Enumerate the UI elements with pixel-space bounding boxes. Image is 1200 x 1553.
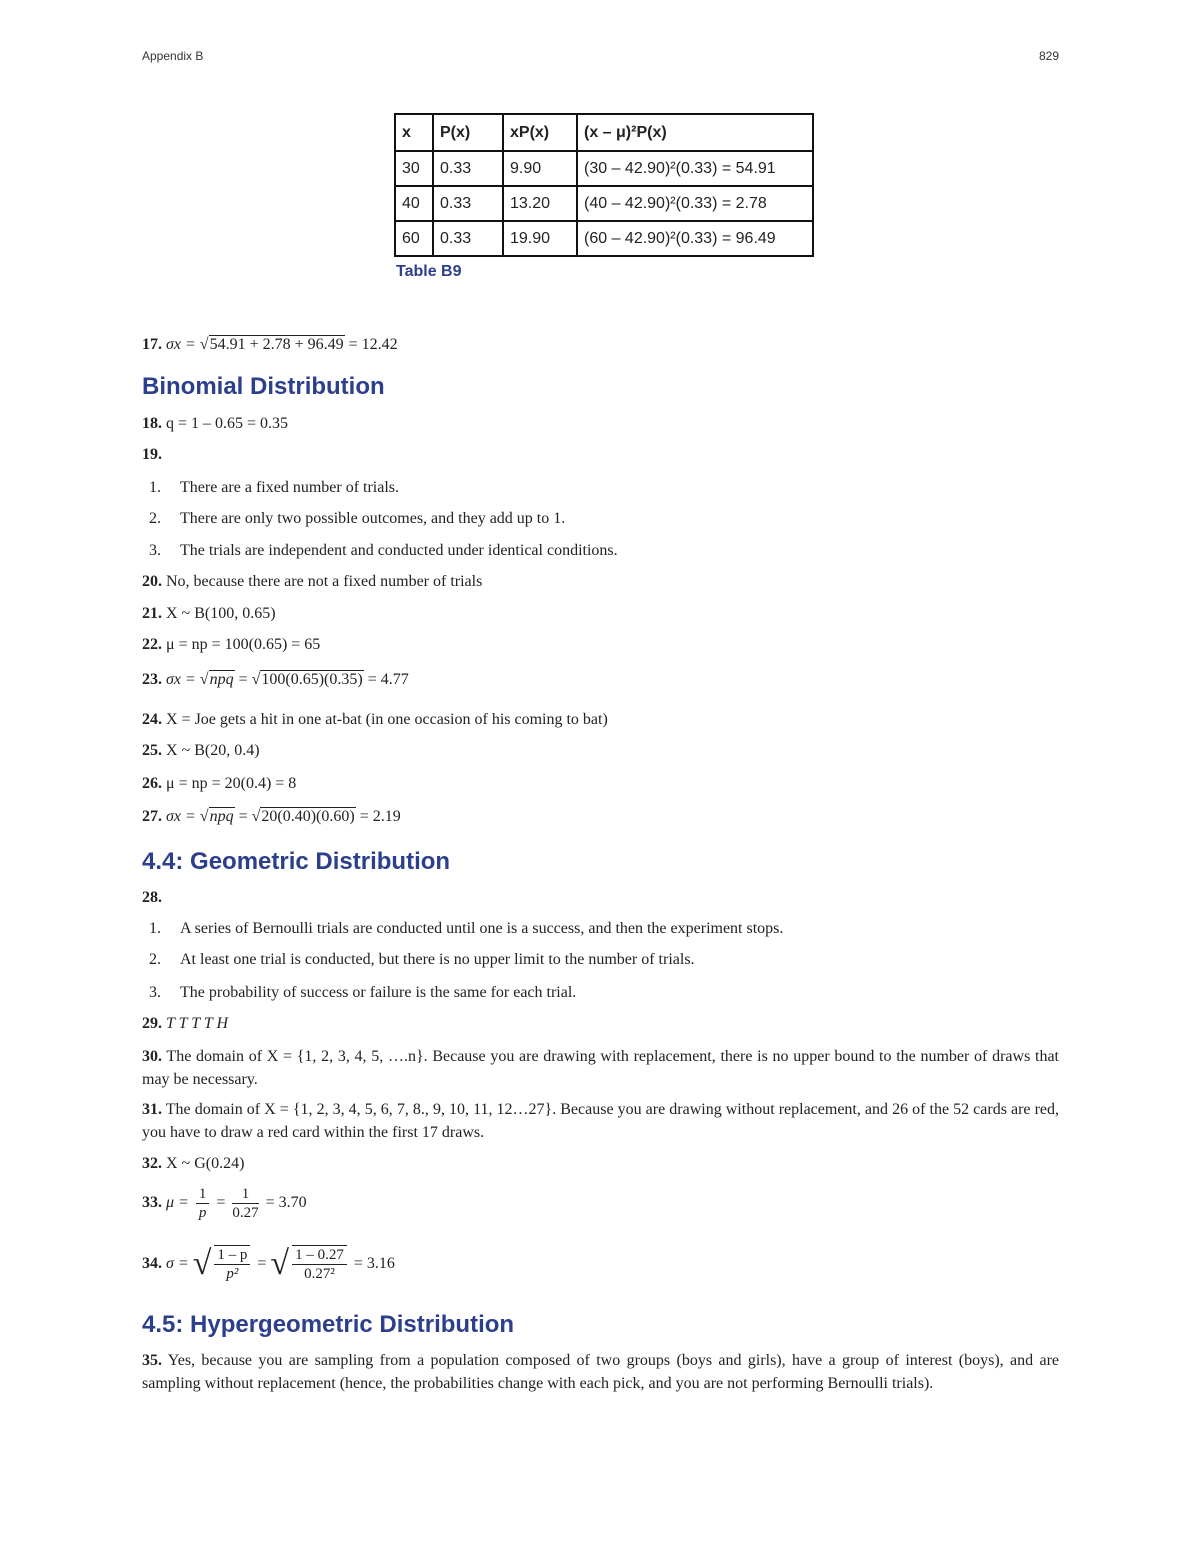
table-row bbox=[395, 151, 813, 186]
table-cell: 0.33 bbox=[433, 186, 503, 221]
denominator: 0.27 bbox=[232, 1204, 259, 1221]
table-cell: 30 bbox=[395, 151, 433, 186]
answer-text: No, because there are not a fixed number of trials bbox=[166, 573, 483, 590]
table-header-row bbox=[395, 114, 813, 151]
answer-number: 17 bbox=[142, 336, 158, 353]
formula-result: = 4.77 bbox=[367, 671, 409, 688]
list-item-text: There are only two possible outcomes, and they add up to 1. bbox=[180, 510, 566, 527]
formula-lhs: σx = bbox=[166, 336, 196, 353]
denominator: p bbox=[198, 1204, 207, 1221]
answer-text: The domain of X = {1, 2, 3, 4, 5, 6, 7, 8., 9, 10, 11, 12…27}. Because you are drawing without replacement, and 26 of the 52 cards are red, you have to draw a red card within the first 17 draws. bbox=[142, 1101, 1060, 1141]
fraction bbox=[196, 1185, 210, 1222]
answer-text: T T T T H bbox=[166, 1015, 228, 1032]
list-item-text: A series of Bernoulli trials are conducted until one is a success, and then the experiment stops. bbox=[180, 920, 784, 937]
table-cell: (30 – 42.90)²(0.33) = 54.91 bbox=[577, 151, 813, 186]
col-header-px: P(x) bbox=[433, 114, 503, 151]
answer-text: X = Joe gets a hit in one at-bat (in one occasion of his coming to bat) bbox=[166, 711, 608, 728]
answer-number: 20 bbox=[142, 573, 158, 590]
answer-20: 20. No, because there are not a fixed number of trials bbox=[142, 573, 483, 590]
list-item: 3. The trials are independent and conducted under identical conditions. bbox=[149, 542, 618, 559]
page-number: 829 bbox=[1038, 49, 1059, 63]
formula-result: = 2.19 bbox=[359, 808, 401, 825]
list-item-text: At least one trial is conducted, but there is no upper limit to the number of trials. bbox=[180, 951, 695, 968]
answer-32: 32. X ~ G(0.24) bbox=[142, 1155, 245, 1172]
equals-sign: = bbox=[238, 808, 248, 825]
fraction bbox=[214, 1245, 250, 1283]
radicand: npq bbox=[209, 671, 234, 688]
table-cell: 13.20 bbox=[503, 186, 577, 221]
numerator: 1 – 0.27 bbox=[292, 1246, 347, 1265]
answer-18: 18. q = 1 – 0.65 = 0.35 bbox=[142, 415, 289, 432]
list-item-text: The probability of success or failure is the same for each trial. bbox=[180, 984, 577, 1001]
radicand: 100(0.65)(0.35) bbox=[261, 671, 363, 688]
fraction bbox=[292, 1245, 347, 1283]
answer-number: 33 bbox=[142, 1194, 158, 1211]
list-item-text: The trials are independent and conducted under identical conditions. bbox=[180, 542, 618, 559]
answer-22: 22. μ = np = 100(0.65) = 65 bbox=[142, 636, 321, 653]
answer-34: 34. σ = √ $\frac{1 - p}{\text{p²}}$ = √ $\frac{1 - 0.27}{\text{0.27²}}$ = 3.16 bbox=[142, 1245, 395, 1283]
answer-19: 19. bbox=[142, 446, 162, 463]
answer-text: X ~ G(0.24) bbox=[166, 1155, 245, 1172]
answer-number: 35 bbox=[142, 1352, 158, 1369]
answer-number: 28 bbox=[142, 889, 158, 906]
answer-26: 26. μ = np = 20(0.4) = 8 bbox=[142, 775, 297, 792]
table-cell: (60 – 42.90)²(0.33) = 96.49 bbox=[577, 221, 813, 256]
answer-17: 17. σx = √54.91 + 2.78 + 96.49 = 12.42 bbox=[142, 336, 398, 353]
answer-number: 32 bbox=[142, 1155, 158, 1172]
table-cell: 40 bbox=[395, 186, 433, 221]
running-header: Appendix B bbox=[142, 49, 204, 63]
list-item-text: There are a fixed number of trials. bbox=[180, 479, 400, 496]
answer-number: 31 bbox=[142, 1101, 158, 1118]
numerator: 1 – p bbox=[214, 1246, 250, 1265]
list-item: 2. There are only two possible outcomes, and they add up to 1. bbox=[149, 510, 566, 527]
radicand: npq bbox=[209, 808, 234, 825]
radical-sign: √ bbox=[270, 1245, 290, 1283]
answer-number: 22 bbox=[142, 636, 158, 653]
answer-29: 29. T T T T H bbox=[142, 1015, 228, 1032]
denominator: 0.27² bbox=[304, 1266, 335, 1283]
table-row bbox=[395, 221, 813, 256]
answer-number: 27 bbox=[142, 808, 158, 825]
table-cell: 60 bbox=[395, 221, 433, 256]
answer-number: 23 bbox=[142, 671, 158, 688]
formula-lhs: σx = bbox=[166, 808, 196, 825]
table-row bbox=[395, 186, 813, 221]
answer-27: 27. σx = √npq = √20(0.40)(0.60) = 2.19 bbox=[142, 808, 401, 825]
answer-35: 35. Yes, because you are sampling from a population composed of two groups (boys and girls), have a group of interest (boys), and are sampling without replacement (hence, the probabilities change with each pick, and you are not performing Bernoulli trials). bbox=[142, 1352, 1060, 1392]
col-header-x: x bbox=[395, 114, 433, 151]
answer-number: 25 bbox=[142, 742, 158, 759]
answer-number: 18 bbox=[142, 415, 158, 432]
radicand: 54.91 + 2.78 + 96.49 bbox=[209, 336, 344, 353]
answer-number: 34 bbox=[142, 1255, 158, 1272]
answer-23: 23. σx = √npq = √100(0.65)(0.35) = 4.77 bbox=[142, 671, 409, 688]
list-item: 2. At least one trial is conducted, but there is no upper limit to the number of trials. bbox=[149, 951, 695, 968]
table-cell: 0.33 bbox=[433, 151, 503, 186]
radicand: 20(0.40)(0.60) bbox=[261, 808, 355, 825]
answer-number: 21 bbox=[142, 605, 158, 622]
numerator: 1 bbox=[196, 1185, 210, 1204]
equals-sign: = bbox=[216, 1194, 226, 1211]
answer-text: The domain of X = {1, 2, 3, 4, 5, ….n}. Because you are drawing with replacement, there is no upper bound to the number of draws that may be necessary. bbox=[142, 1048, 1059, 1088]
table-cell: (40 – 42.90)²(0.33) = 2.78 bbox=[577, 186, 813, 221]
answer-text: q = 1 – 0.65 = 0.35 bbox=[166, 415, 289, 432]
fraction bbox=[232, 1185, 258, 1222]
denominator: p² bbox=[226, 1266, 239, 1283]
answer-28: 28. bbox=[142, 889, 162, 906]
list-item: 3. The probability of success or failure is the same for each trial. bbox=[149, 984, 577, 1001]
answer-text: μ = np = 20(0.4) = 8 bbox=[166, 775, 297, 792]
answer-33: 33. μ = $\frac{1}{p}$ = $\frac{1}{0.27}$ = 3.70 bbox=[142, 1185, 307, 1221]
section-heading-geometric: 4.4: Geometric Distribution bbox=[142, 848, 451, 875]
table-cell: 9.90 bbox=[503, 151, 577, 186]
answer-31: 31. The domain of X = {1, 2, 3, 4, 5, 6, 7, 8., 9, 10, 11, 12…27}. Because you are drawing without replacement, and 26 of the 52 cards are red, you have to draw a red card within the first 17 draws. bbox=[142, 1101, 1060, 1141]
table-caption: Table B9 bbox=[396, 263, 462, 280]
answer-number: 26 bbox=[142, 775, 158, 792]
answer-number: 24 bbox=[142, 711, 158, 728]
section-heading-binomial: Binomial Distribution bbox=[142, 373, 385, 400]
section-heading-hypergeometric: 4.5: Hypergeometric Distribution bbox=[142, 1311, 515, 1338]
list-item: 1. There are a fixed number of trials. bbox=[149, 479, 400, 496]
table-cell: 19.90 bbox=[503, 221, 577, 256]
equals-sign: = bbox=[238, 671, 248, 688]
list-item: 1. A series of Bernoulli trials are conducted until one is a success, and then the experiment stops. bbox=[149, 920, 784, 937]
table-cell: 0.33 bbox=[433, 221, 503, 256]
col-header-xpx: xP(x) bbox=[503, 114, 577, 151]
formula-result: = 3.16 bbox=[353, 1255, 395, 1272]
answer-number: 19 bbox=[142, 446, 158, 463]
formula-result: = 3.70 bbox=[265, 1194, 307, 1211]
answer-text: μ = np = 100(0.65) = 65 bbox=[166, 636, 321, 653]
answer-text: Yes, because you are sampling from a population composed of two groups (boys and girls), have a group of interest (boys), and are sampling without replacement (hence, the probabilities change with each pick, and you are not performing Bernoulli trials). bbox=[142, 1352, 1060, 1392]
formula-lhs: σx = bbox=[166, 671, 196, 688]
table-b9 bbox=[394, 113, 814, 257]
answer-25: 25. X ~ B(20, 0.4) bbox=[142, 742, 260, 759]
equals-sign: = bbox=[257, 1255, 267, 1272]
answer-number: 30 bbox=[142, 1048, 158, 1065]
answer-30: 30. The domain of X = {1, 2, 3, 4, 5, ….n}. Because you are drawing with replacement, there is no upper bound to the number of draws that may be necessary. bbox=[142, 1048, 1059, 1088]
formula-result: = 12.42 bbox=[348, 336, 398, 353]
answer-21: 21. X ~ B(100, 0.65) bbox=[142, 605, 276, 622]
col-header-variance-term: (x – μ)²P(x) bbox=[577, 114, 813, 151]
answer-text: X ~ B(100, 0.65) bbox=[166, 605, 276, 622]
answer-24: 24. X = Joe gets a hit in one at-bat (in one occasion of his coming to bat) bbox=[142, 711, 608, 728]
radical-sign: √ bbox=[192, 1245, 212, 1283]
answer-text: X ~ B(20, 0.4) bbox=[166, 742, 260, 759]
formula-lhs: μ = bbox=[166, 1194, 189, 1211]
answer-number: 29 bbox=[142, 1015, 158, 1032]
formula-lhs: σ = bbox=[166, 1255, 189, 1272]
numerator: 1 bbox=[232, 1185, 258, 1204]
